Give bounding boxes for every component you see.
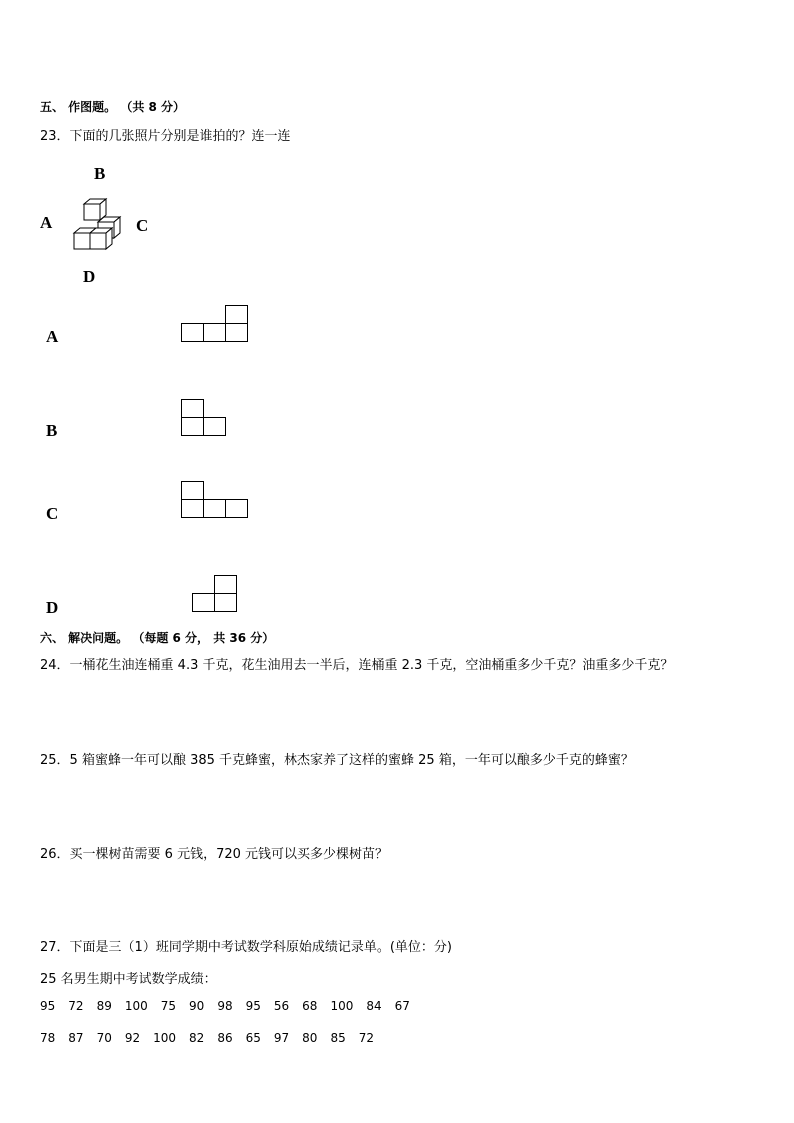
view-b-squares — [181, 399, 227, 437]
view-label-d: D — [46, 598, 59, 617]
score-cell: 95 — [245, 999, 261, 1013]
direction-label-b: B — [94, 164, 106, 183]
question-27-subtitle: 25 名男生期中考试数学成绩： — [40, 972, 217, 987]
score-cell: 67 — [394, 999, 410, 1013]
score-cell: 87 — [68, 1031, 84, 1045]
score-cell: 80 — [302, 1031, 318, 1045]
score-cell: 86 — [217, 1031, 233, 1045]
scores-row-1 — [40, 999, 423, 1013]
score-cell: 85 — [330, 1031, 346, 1045]
view-label-c: C — [46, 504, 59, 523]
score-cell: 100 — [330, 999, 354, 1013]
view-label-b: B — [46, 421, 58, 440]
question-24-text: 24．一桶花生油连桶重 4.3 千克，花生油用去一半后，连桶重 2.3 千克，空油桶重多少千克？油重多少千克？ — [40, 658, 674, 673]
question-25-text: 25．5 箱蜜蜂一年可以酿 385 千克蜂蜜，林杰家养了这样的蜜蜂 25 箱，一年可以酿多少千克的蜂蜜？ — [40, 753, 634, 768]
view-d-squares — [192, 575, 238, 613]
cube-stack-figure — [70, 198, 122, 252]
view-label-a: A — [46, 327, 59, 346]
score-cell: 72 — [358, 1031, 374, 1045]
score-cell: 100 — [153, 1031, 177, 1045]
question-26-text: 26．买一棵树苗需要 6 元钱，720 元钱可以买多少棵树苗？ — [40, 847, 389, 862]
score-cell: 82 — [189, 1031, 205, 1045]
score-cell: 84 — [366, 999, 382, 1013]
score-cell: 70 — [96, 1031, 112, 1045]
view-c-squares — [181, 481, 249, 519]
score-cell: 97 — [273, 1031, 290, 1045]
score-cell: 98 — [217, 999, 233, 1013]
direction-label-c: C — [136, 216, 149, 235]
score-cell: 68 — [302, 999, 318, 1013]
view-a-squares — [181, 305, 249, 343]
score-cell: 89 — [96, 999, 112, 1013]
score-cell: 92 — [124, 1031, 141, 1045]
score-cell: 90 — [189, 999, 205, 1013]
score-cell: 75 — [160, 999, 177, 1013]
score-cell: 72 — [68, 999, 84, 1013]
question-23-text: 23．下面的几张照片分别是谁拍的？连一连 — [40, 129, 291, 144]
question-27-text: 27．下面是三（1）班同学期中考试数学科原始成绩记录单。(单位：分) — [40, 940, 452, 955]
score-cell: 65 — [245, 1031, 261, 1045]
score-cell: 56 — [273, 999, 290, 1013]
section-5-title: 五、 作图题。 （共 8 分） — [40, 100, 186, 114]
scores-row-2 — [40, 1031, 387, 1045]
score-cell: 78 — [40, 1031, 56, 1045]
section-6-title: 六、 解决问题。 （每题 6 分， 共 36 分） — [40, 631, 275, 645]
score-cell: 95 — [40, 999, 56, 1013]
direction-label-d: D — [83, 267, 96, 286]
direction-label-a: A — [40, 213, 53, 232]
score-cell: 100 — [124, 999, 148, 1013]
